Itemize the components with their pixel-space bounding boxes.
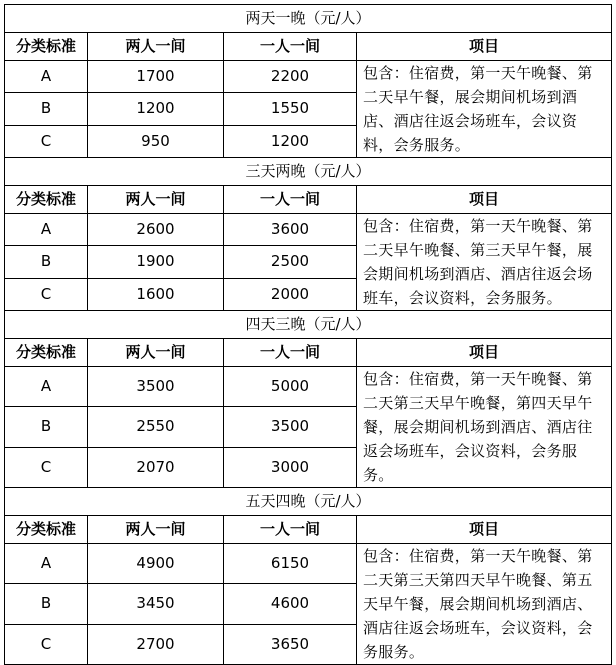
class-cell: A (5, 367, 88, 407)
double-price-cell: 1700 (88, 61, 224, 93)
class-cell: A (5, 544, 88, 584)
single-price-cell: 5000 (224, 367, 357, 407)
items-description: 包含：住宿费，第一天午晚餐、第二天早午晚餐、第三天早午餐，展会期间机场到酒店、酒店往返会场班车，会议资料，会务服务。 (357, 214, 612, 311)
header-single-room: 一人一间 (224, 33, 357, 61)
section-title: 五天四晚（元/人） (5, 488, 612, 516)
double-price-cell: 2700 (88, 624, 224, 664)
double-price-cell: 3450 (88, 584, 224, 624)
header-class: 分类标准 (5, 339, 88, 367)
single-price-cell: 3500 (224, 407, 357, 447)
items-description: 包含：住宿费，第一天午晚餐、第二天第三天早午晚餐，第四天早午餐，展会期间机场到酒店、酒店往返会场班车，会议资料，会务服务。 (357, 367, 612, 488)
section-title: 三天两晚（元/人） (5, 158, 612, 186)
header-items: 项目 (357, 33, 612, 61)
header-double-room: 两人一间 (88, 339, 224, 367)
single-price-cell: 1550 (224, 93, 357, 125)
class-cell: B (5, 407, 88, 447)
section-title: 两天一晚（元/人） (5, 5, 612, 33)
header-items: 项目 (357, 339, 612, 367)
header-double-room: 两人一间 (88, 33, 224, 61)
class-cell: B (5, 584, 88, 624)
single-price-cell: 3600 (224, 214, 357, 246)
class-cell: A (5, 61, 88, 93)
single-price-cell: 2000 (224, 278, 357, 310)
class-cell: C (5, 624, 88, 664)
class-cell: C (5, 125, 88, 157)
items-description: 包含：住宿费，第一天午晚餐、第二天第三天第四天早午晚餐、第五天早午餐，展会期间机场到酒店、酒店往返会场班车，会议资料，会务服务。 (357, 544, 612, 665)
items-description: 包含：住宿费，第一天午晚餐、第二天早午餐，展会期间机场到酒店、酒店往返会场班车，会议资料，会务服务。 (357, 61, 612, 158)
double-price-cell: 2550 (88, 407, 224, 447)
class-cell: B (5, 246, 88, 278)
header-items: 项目 (357, 186, 612, 214)
single-price-cell: 6150 (224, 544, 357, 584)
double-price-cell: 1600 (88, 278, 224, 310)
header-class: 分类标准 (5, 516, 88, 544)
class-cell: C (5, 447, 88, 487)
double-price-cell: 1900 (88, 246, 224, 278)
double-price-cell: 1200 (88, 93, 224, 125)
single-price-cell: 2200 (224, 61, 357, 93)
header-double-room: 两人一间 (88, 516, 224, 544)
price-table (4, 4, 612, 665)
section-title: 四天三晚（元/人） (5, 311, 612, 339)
header-class: 分类标准 (5, 33, 88, 61)
header-single-room: 一人一间 (224, 516, 357, 544)
header-single-room: 一人一间 (224, 186, 357, 214)
single-price-cell: 2500 (224, 246, 357, 278)
single-price-cell: 1200 (224, 125, 357, 157)
single-price-cell: 3650 (224, 624, 357, 664)
class-cell: B (5, 93, 88, 125)
header-double-room: 两人一间 (88, 186, 224, 214)
header-class: 分类标准 (5, 186, 88, 214)
single-price-cell: 4600 (224, 584, 357, 624)
class-cell: C (5, 278, 88, 310)
class-cell: A (5, 214, 88, 246)
header-items: 项目 (357, 516, 612, 544)
header-single-room: 一人一间 (224, 339, 357, 367)
double-price-cell: 4900 (88, 544, 224, 584)
double-price-cell: 2600 (88, 214, 224, 246)
single-price-cell: 3000 (224, 447, 357, 487)
double-price-cell: 2070 (88, 447, 224, 487)
double-price-cell: 950 (88, 125, 224, 157)
double-price-cell: 3500 (88, 367, 224, 407)
